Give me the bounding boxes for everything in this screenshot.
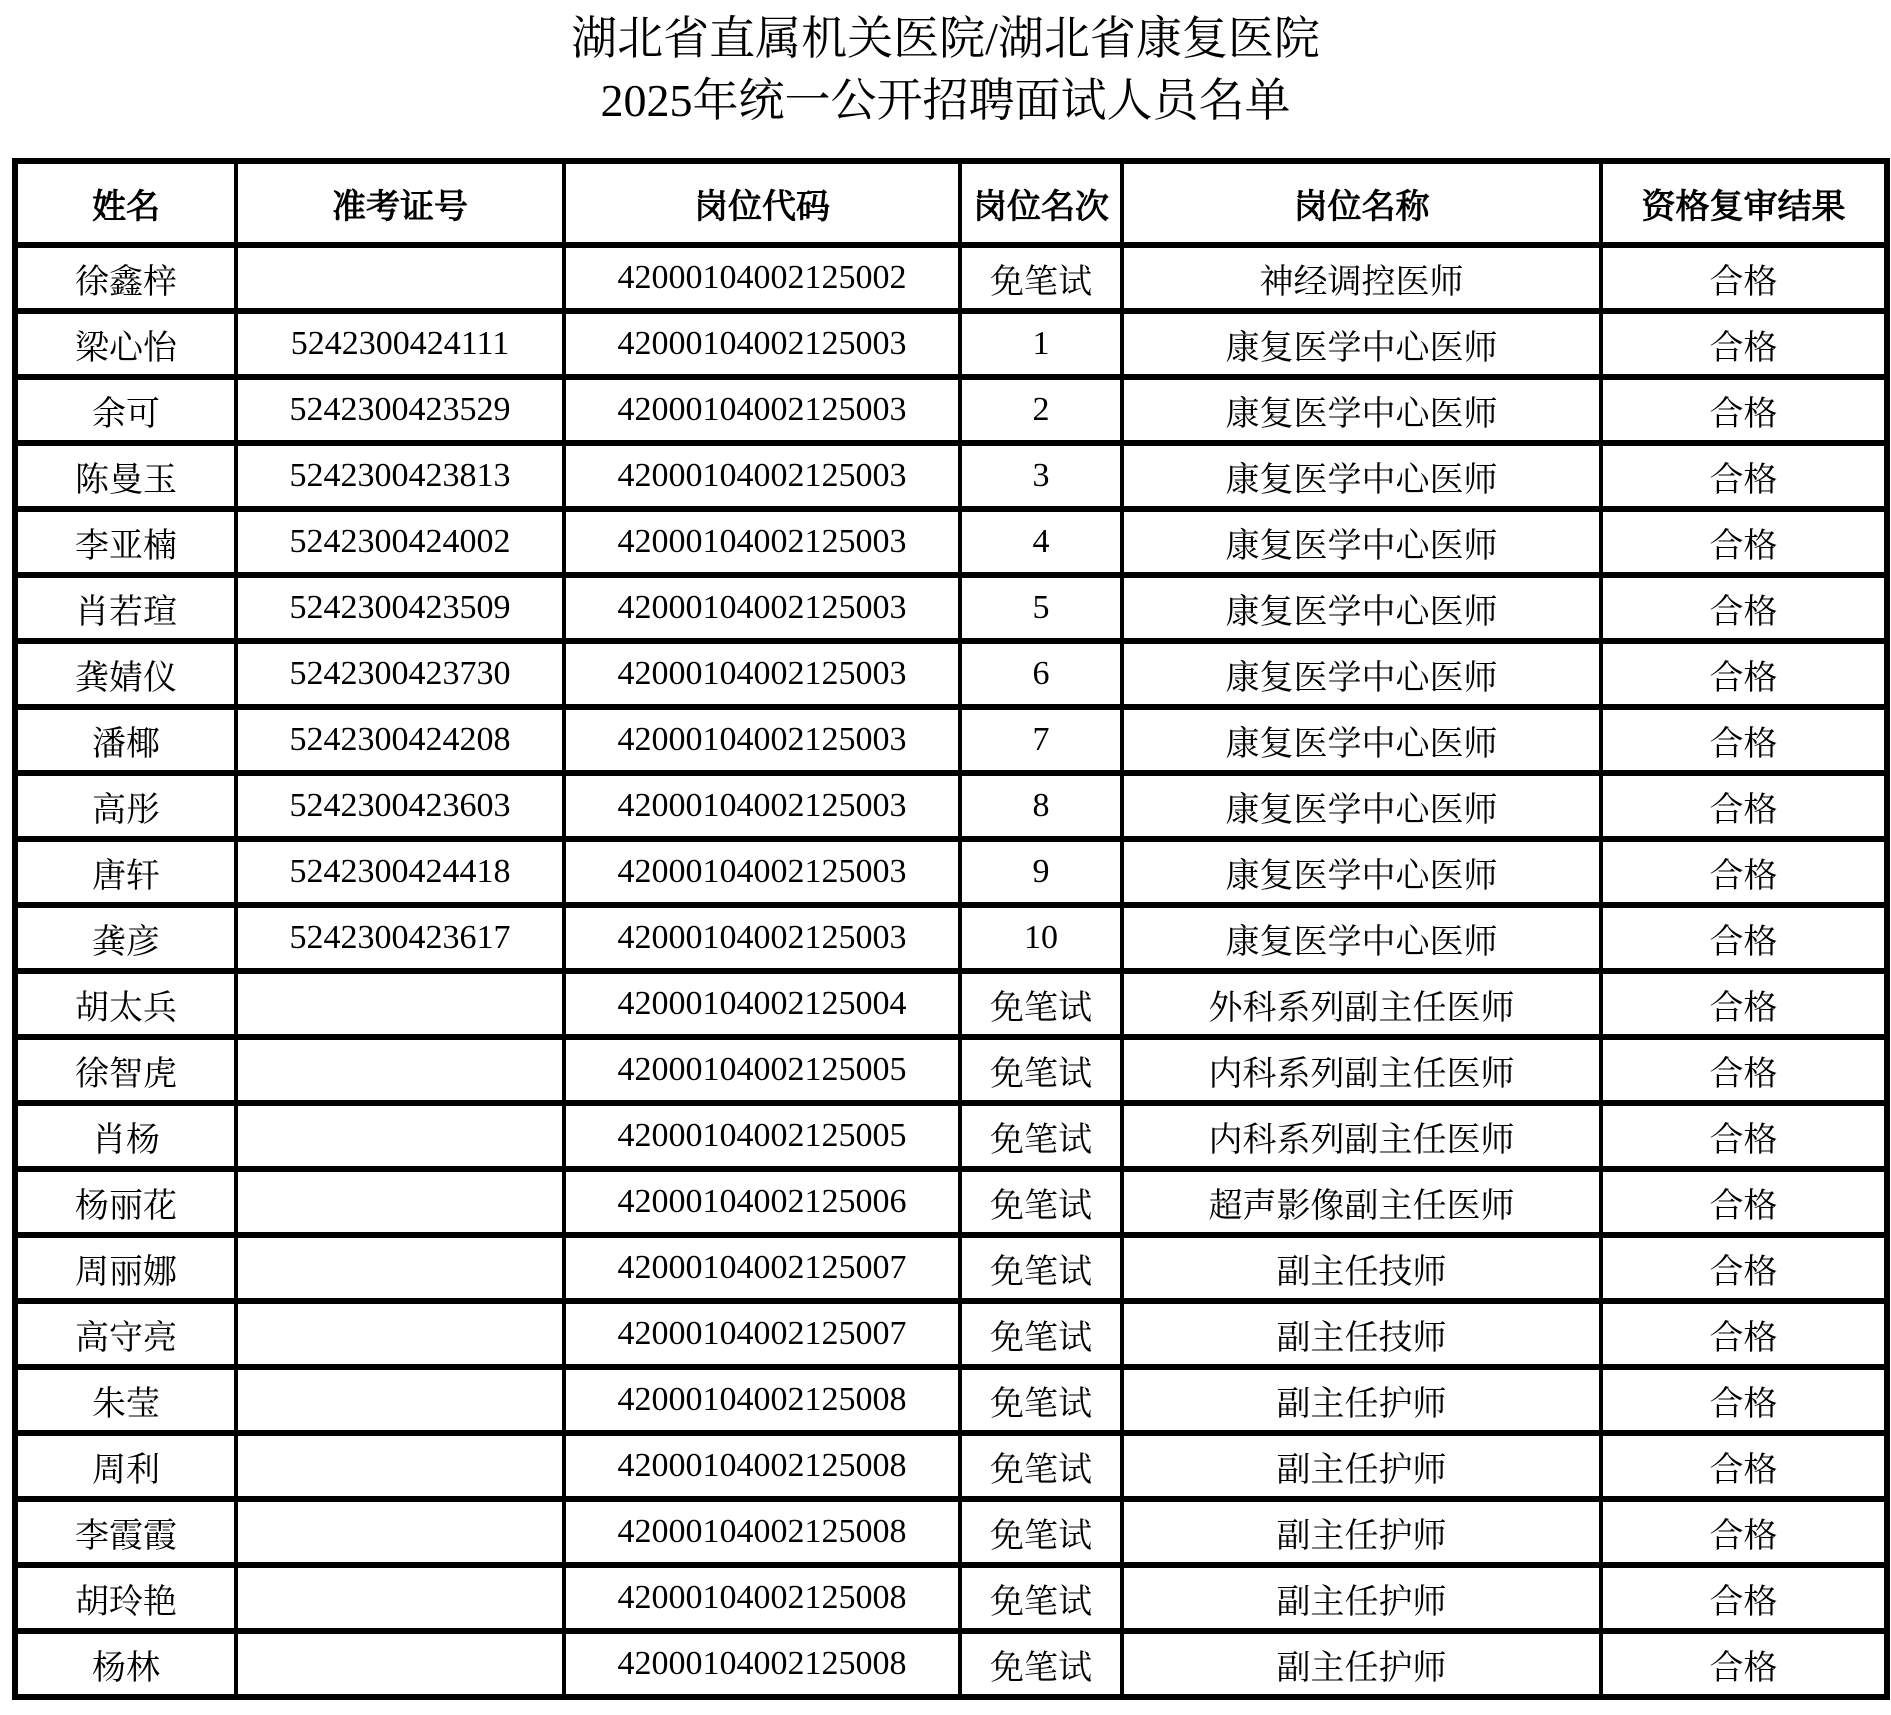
table-body [15,245,1887,1697]
table-cell: 42000104002125005 [564,1037,960,1103]
table-row [15,1433,1887,1499]
header-review-result: 资格复审结果 [1601,161,1887,245]
table-cell: 徐鑫梓 [15,245,236,311]
table-cell: 杨丽花 [15,1169,236,1235]
table-cell: 合格 [1601,707,1887,773]
table-cell: 7 [960,707,1122,773]
table-cell: 副主任技师 [1122,1235,1601,1301]
table-cell: 徐智虎 [15,1037,236,1103]
table-cell: 龚彦 [15,905,236,971]
title-line-2: 2025年统一公开招聘面试人员名单 [600,75,1291,126]
table-header [15,161,1887,245]
table-cell: 合格 [1601,443,1887,509]
table-row [15,1169,1887,1235]
table-row [15,1565,1887,1631]
table-cell [236,1169,564,1235]
table-cell: 合格 [1601,377,1887,443]
table-cell: 免笔试 [960,1169,1122,1235]
table-cell: 10 [960,905,1122,971]
table-cell: 免笔试 [960,1103,1122,1169]
table-cell [236,1433,564,1499]
table-cell: 康复医学中心医师 [1122,377,1601,443]
table-cell: 神经调控医师 [1122,245,1601,311]
header-position-rank: 岗位名次 [960,161,1122,245]
table-cell: 42000104002125003 [564,641,960,707]
table-cell: 副主任护师 [1122,1631,1601,1697]
table-cell: 42000104002125003 [564,509,960,575]
table-row [15,1037,1887,1103]
table-cell: 免笔试 [960,1499,1122,1565]
table-cell: 合格 [1601,245,1887,311]
table-cell: 42000104002125003 [564,377,960,443]
table-row [15,1631,1887,1697]
table-cell: 免笔试 [960,1631,1122,1697]
table-cell: 5242300423617 [236,905,564,971]
table-cell: 胡玲艳 [15,1565,236,1631]
table-cell: 42000104002125003 [564,839,960,905]
table-row [15,1103,1887,1169]
table-cell [236,1367,564,1433]
table-cell: 康复医学中心医师 [1122,905,1601,971]
header-position-code: 岗位代码 [564,161,960,245]
table-cell: 5242300424002 [236,509,564,575]
table-cell: 内科系列副主任医师 [1122,1103,1601,1169]
table-cell: 副主任护师 [1122,1433,1601,1499]
header-name: 姓名 [15,161,236,245]
table-row [15,905,1887,971]
table-cell: 42000104002125003 [564,707,960,773]
table-cell: 合格 [1601,971,1887,1037]
table-row [15,443,1887,509]
table-cell: 康复医学中心医师 [1122,641,1601,707]
table-cell: 免笔试 [960,971,1122,1037]
table-cell: 超声影像副主任医师 [1122,1169,1601,1235]
table-cell: 9 [960,839,1122,905]
table-cell: 合格 [1601,1565,1887,1631]
table-cell: 副主任技师 [1122,1301,1601,1367]
table-cell: 合格 [1601,1367,1887,1433]
table-cell [236,1037,564,1103]
table-cell: 李亚楠 [15,509,236,575]
table-cell [236,1235,564,1301]
table-cell: 周丽娜 [15,1235,236,1301]
table-cell: 5242300423529 [236,377,564,443]
table-cell: 合格 [1601,641,1887,707]
table-cell: 5242300424111 [236,311,564,377]
table-cell: 免笔试 [960,1433,1122,1499]
table-cell: 潘椰 [15,707,236,773]
table-cell: 肖杨 [15,1103,236,1169]
table-cell: 免笔试 [960,1235,1122,1301]
table-row [15,839,1887,905]
header-exam-id: 准考证号 [236,161,564,245]
table-cell: 康复医学中心医师 [1122,773,1601,839]
table-cell: 合格 [1601,839,1887,905]
table-cell: 陈曼玉 [15,443,236,509]
table-cell: 42000104002125008 [564,1565,960,1631]
table-cell: 外科系列副主任医师 [1122,971,1601,1037]
table-cell: 合格 [1601,1301,1887,1367]
table-cell: 朱莹 [15,1367,236,1433]
table-cell: 余可 [15,377,236,443]
table-cell: 龚婧仪 [15,641,236,707]
title-line-1: 湖北省直属机关医院/湖北省康复医院 [571,13,1320,64]
table-cell: 免笔试 [960,1367,1122,1433]
table-row [15,575,1887,641]
table-cell: 内科系列副主任医师 [1122,1037,1601,1103]
table-cell: 杨林 [15,1631,236,1697]
table-row [15,641,1887,707]
table-cell: 5242300423813 [236,443,564,509]
table-cell: 42000104002125007 [564,1235,960,1301]
document-title [0,8,1891,132]
table-cell: 合格 [1601,1103,1887,1169]
table-cell: 肖若瑄 [15,575,236,641]
table-cell: 5242300424418 [236,839,564,905]
table-row [15,245,1887,311]
table-cell [236,1103,564,1169]
table-cell: 5242300423730 [236,641,564,707]
table-cell: 唐轩 [15,839,236,905]
table-cell: 副主任护师 [1122,1367,1601,1433]
table-cell [236,1499,564,1565]
table-cell: 42000104002125005 [564,1103,960,1169]
table-row [15,509,1887,575]
table-cell: 梁心怡 [15,311,236,377]
table-cell [236,245,564,311]
table-row [15,377,1887,443]
table-cell: 副主任护师 [1122,1565,1601,1631]
table-row [15,1301,1887,1367]
table-cell: 42000104002125003 [564,905,960,971]
table-cell: 合格 [1601,905,1887,971]
table-cell: 合格 [1601,1235,1887,1301]
table-row [15,311,1887,377]
interview-roster-table [12,158,1890,1700]
table-cell: 42000104002125007 [564,1301,960,1367]
table-cell [236,1631,564,1697]
table-cell: 42000104002125003 [564,575,960,641]
table-cell: 42000104002125008 [564,1367,960,1433]
table-cell: 合格 [1601,773,1887,839]
table-cell: 免笔试 [960,1565,1122,1631]
table-cell: 5242300424208 [236,707,564,773]
table-cell: 高彤 [15,773,236,839]
table-cell: 免笔试 [960,245,1122,311]
table-cell: 李霞霞 [15,1499,236,1565]
table-cell: 42000104002125003 [564,773,960,839]
header-position-title: 岗位名称 [1122,161,1601,245]
table-cell: 免笔试 [960,1037,1122,1103]
table-cell: 6 [960,641,1122,707]
header-row [15,161,1887,245]
table-cell: 42000104002125006 [564,1169,960,1235]
table-cell: 2 [960,377,1122,443]
table-cell: 42000104002125004 [564,971,960,1037]
table-cell: 康复医学中心医师 [1122,575,1601,641]
table-cell [236,1301,564,1367]
table-cell: 副主任护师 [1122,1499,1601,1565]
table-cell: 合格 [1601,575,1887,641]
table-row [15,1367,1887,1433]
table-cell: 4 [960,509,1122,575]
table-cell: 合格 [1601,1631,1887,1697]
table-row [15,707,1887,773]
table-cell: 康复医学中心医师 [1122,443,1601,509]
table-cell: 合格 [1601,1169,1887,1235]
table-cell: 42000104002125003 [564,443,960,509]
table-cell: 高守亮 [15,1301,236,1367]
table-row [15,773,1887,839]
table-row [15,971,1887,1037]
table-cell: 合格 [1601,311,1887,377]
table-cell: 合格 [1601,1037,1887,1103]
table-cell: 胡太兵 [15,971,236,1037]
table-cell: 合格 [1601,1499,1887,1565]
table-cell [236,1565,564,1631]
table-cell: 42000104002125003 [564,311,960,377]
table-cell: 42000104002125008 [564,1499,960,1565]
table-cell: 5 [960,575,1122,641]
table-cell: 康复医学中心医师 [1122,707,1601,773]
table-cell: 1 [960,311,1122,377]
table-row [15,1235,1887,1301]
table-cell [236,971,564,1037]
table-cell: 免笔试 [960,1301,1122,1367]
table-cell: 康复医学中心医师 [1122,839,1601,905]
table-cell: 合格 [1601,509,1887,575]
table-cell: 康复医学中心医师 [1122,509,1601,575]
table-cell: 5242300423603 [236,773,564,839]
table-row [15,1499,1887,1565]
table-cell: 周利 [15,1433,236,1499]
table-cell: 合格 [1601,1433,1887,1499]
table-cell: 5242300423509 [236,575,564,641]
table-cell: 42000104002125002 [564,245,960,311]
table-cell: 42000104002125008 [564,1433,960,1499]
table-cell: 康复医学中心医师 [1122,311,1601,377]
table-cell: 42000104002125008 [564,1631,960,1697]
table-cell: 3 [960,443,1122,509]
table-cell: 8 [960,773,1122,839]
